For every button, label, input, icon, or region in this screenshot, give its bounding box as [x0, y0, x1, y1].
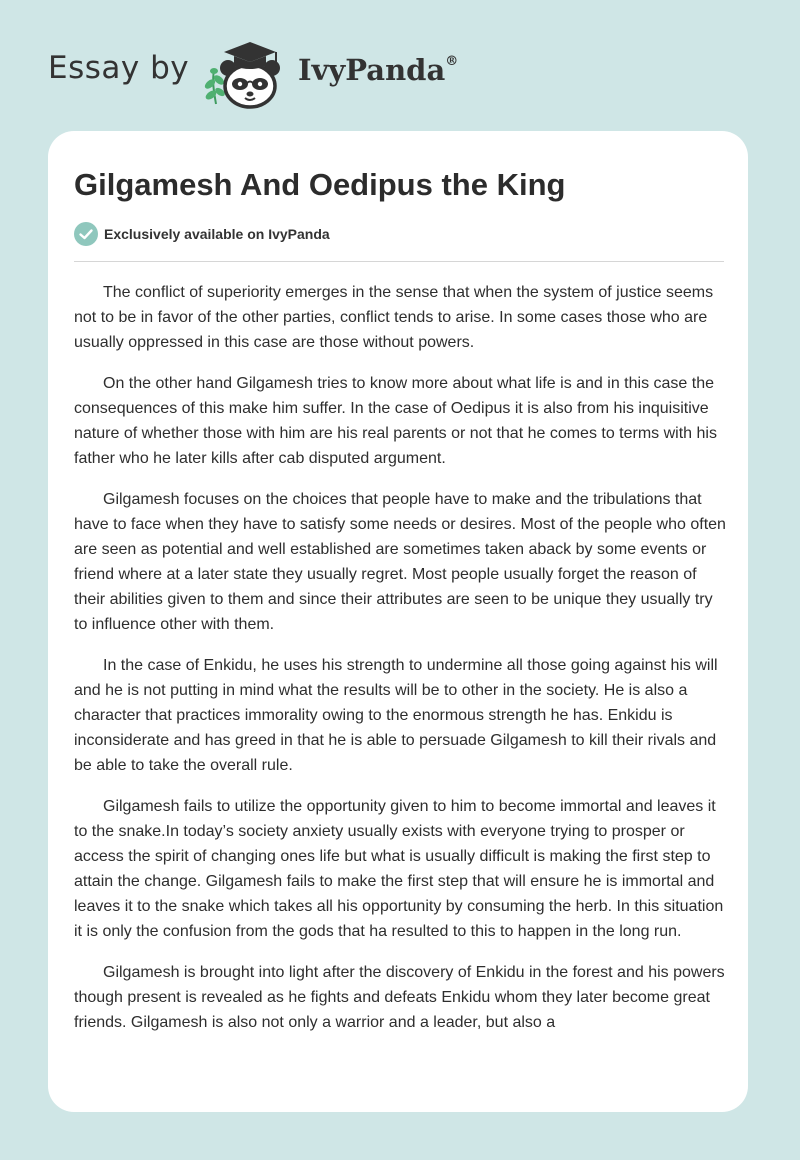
brand-prefix: Essay by [48, 50, 190, 86]
panda-logo-icon[interactable] [202, 34, 294, 110]
essay-paragraph-5: Gilgamesh fails to utilize the opportunity given to him to become immortal and leaves it to the snake.In today’s society anxiety usually exists with everyone trying to prosper or access the spirit of changing ones life but what is usually difficult is making the first step to attain the change. Gilgamesh fails to make the first step that will ensure he is immortal and leaves it to the snake which takes all his opportunity by consuming the herb. In this situation it is only the confusion from the gods that ha resulted to this to happen in the long run. [74, 798, 724, 940]
registered-mark: ® [445, 54, 459, 70]
essay-paragraph-3: Gilgamesh focuses on the choices that people have to make and the tribulations that have to face when they have to satisfy some needs or desires. Most of the people who often are seen as potential and well established are sometimes taken aback by some events or friend where at a later state they usually regret. Most people usually forget the reason of their abilities given to them and since their attributes are seen to be unique they usually try to influence other with them. [74, 491, 726, 633]
title-divider [74, 261, 724, 262]
site-header [0, 0, 800, 125]
essay-paragraph-4: In the case of Enkidu, he uses his strength to undermine all those going against his will and he is not putting in mind what the results will be to other in the society. He is also a character that practices immorality owing to the enormous strength he has. Enkidu is inconsiderate and has greed in that he is able to persuade Gilgamesh to kill their rivals and be able to take the overall rule. [74, 657, 718, 774]
exclusive-badge [74, 222, 330, 246]
essay-body [74, 280, 726, 1051]
essay-title: Gilgamesh And Oedipus the King [74, 167, 566, 202]
brand-name-text: IvyPanda [298, 53, 446, 87]
check-circle-icon [74, 222, 98, 246]
essay-paragraph-2: On the other hand Gilgamesh tries to know more about what life is and in this case the consequences of this make him suffer. In the case of Oedipus it is also from his inquisitive nature of whether those with him are his real parents or not that he comes to terms with his father who he later kills after cab disputed argument. [74, 375, 717, 467]
essay-card [48, 131, 748, 1112]
exclusive-badge-text: Exclusively available on IvyPanda [104, 226, 330, 242]
brand-name[interactable] [298, 53, 458, 87]
essay-paragraph-1: The conflict of superiority emerges in the sense that when the system of justice seems not to be in favor of the other parties, conflict tends to arise. In some cases those who are usually oppressed in this case are those without powers. [74, 284, 714, 351]
essay-paragraph-6: Gilgamesh is brought into light after the discovery of Enkidu in the forest and his powers though present is revealed as he fights and defeats Enkidu whom they later become great friends. Gilgamesh is also not only a warrior and a leader, but also a [74, 964, 725, 1031]
